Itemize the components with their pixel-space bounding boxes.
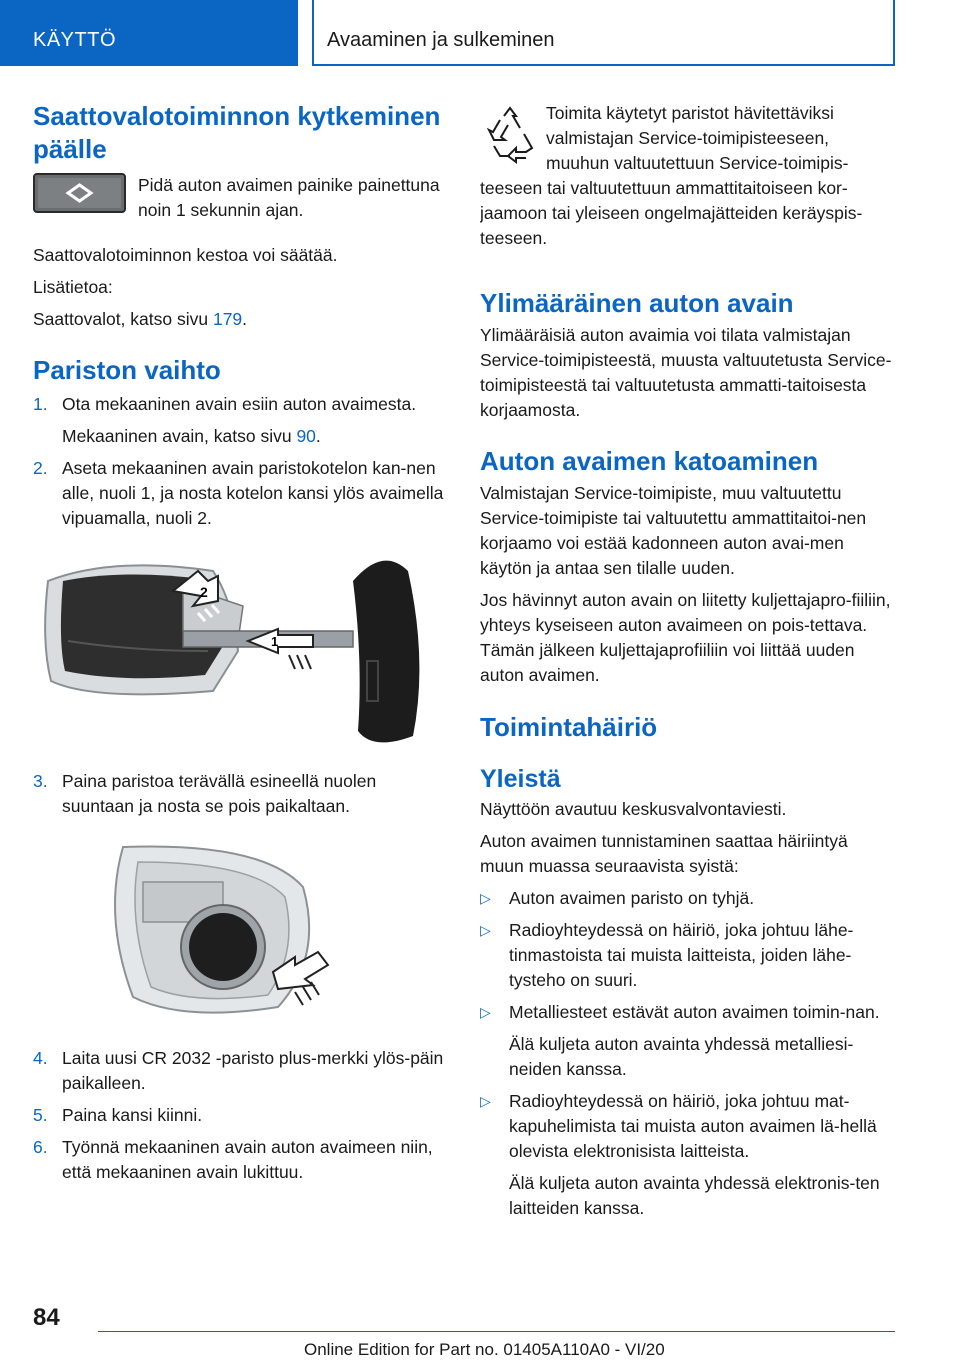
bullet-triangle-icon: ▷ <box>480 1093 491 1109</box>
key-button-tip-text: Pidä auton avaimen painike painettuna noin 1 sekunnin ajan. <box>138 175 440 220</box>
key-button-icon <box>33 173 126 213</box>
recycle-note <box>480 104 895 251</box>
p-reference-text: Saattovalot, katso sivu <box>33 309 213 329</box>
heading-welcome-light: Saattovalotoiminnon kytkeminen päälle <box>33 101 441 164</box>
header-section-label: KÄYTTÖ <box>33 29 117 51</box>
arrow-label-2: 2 <box>200 584 208 600</box>
bullet-text: Auton avaimen paristo on tyhjä. <box>509 888 755 908</box>
step-1-sub-end: . <box>315 426 321 446</box>
step-6 <box>33 1135 448 1185</box>
page-number: 84 <box>33 1304 60 1331</box>
step-1 <box>33 392 448 449</box>
left-column <box>33 100 448 1185</box>
step-text: Aseta mekaaninen avain paristokotelon kan-nen alle, nuoli 1, ja nosta kotelon kansi ylös avaimella vipuamalla, nuoli 2. <box>62 458 444 528</box>
bullet-3-sub: Älä kuljeta auton avainta yhdessä metalliesi-neiden kanssa. <box>509 1034 854 1079</box>
bullet-2 <box>480 918 895 993</box>
step-number: 2. <box>33 458 48 478</box>
page-link-90[interactable]: 90 <box>296 426 316 446</box>
step-text: Työnnä mekaaninen avain auton avaimeen niin, että mekaaninen avain lukittuu. <box>62 1137 433 1182</box>
p-general-1: Näyttöön avautuu keskusvalvontaviesti. <box>480 799 787 819</box>
bullet-1 <box>480 886 895 911</box>
bullet-text: Radioyhteydessä on häiriö, joka johtuu mat-kapuhelimista tai muista auton avaimen lä-hellä olevista elektronisista laitteista. <box>509 1091 877 1161</box>
step-number: 1. <box>33 394 48 414</box>
heading-battery-replacement: Pariston vaihto <box>33 355 221 385</box>
step-2 <box>33 456 448 531</box>
p-reference <box>33 307 448 332</box>
p-duration: Saattovalotoiminnon kestoa voi säätää. <box>33 245 338 265</box>
step-number: 3. <box>33 771 48 791</box>
heading-malfunction: Toimintahäiriö <box>480 712 658 742</box>
step-number: 5. <box>33 1105 48 1125</box>
bullet-triangle-icon: ▷ <box>480 922 491 938</box>
step-1-sub-text: Mekaaninen avain, katso sivu <box>62 426 297 446</box>
bullet-triangle-icon: ▷ <box>480 890 491 906</box>
bullet-4-sub: Älä kuljeta auton avainta yhdessä elektronis-ten laitteiden kanssa. <box>509 1173 880 1218</box>
step-1-sub <box>62 424 448 449</box>
step-text: Paina kansi kiinni. <box>62 1105 203 1125</box>
step-number: 6. <box>33 1137 48 1157</box>
arrow-label-1: 1 <box>271 634 279 649</box>
step-text: Ota mekaaninen avain esiin auton avaimesta. <box>62 394 417 414</box>
step-text: Laita uusi CR 2032 -paristo plus-merkki ylös-päin paikalleen. <box>62 1048 444 1093</box>
bullet-3 <box>480 1000 895 1082</box>
p-lost-key-1: Valmistajan Service-toimipiste, muu valtuutettu Service-toimipiste tai valtuutettu ammattitaitoi-nen korjaamo voi estää kadonneen auton avai-men käytön ja antaa sen tilalle uuden. <box>480 483 867 578</box>
footer-edition: Online Edition for Part no. 01405A110A0 - VI/20 <box>304 1340 665 1359</box>
bullet-4 <box>480 1089 895 1221</box>
p-reference-end: . <box>242 309 248 329</box>
p-more-info: Lisätietoa: <box>33 277 113 297</box>
step-number: 4. <box>33 1048 48 1068</box>
step-text: Paina paristoa terävällä esineellä nuolen suuntaan ja nosta se pois paikaltaan. <box>62 771 377 816</box>
header-title-box <box>312 0 895 66</box>
bullet-text: Radioyhteydessä on häiriö, joka johtuu lähe-tinmastoista tai muista laitteista, joiden lähe-tysteho on suuri. <box>509 920 854 990</box>
heading-lost-key: Auton avaimen katoaminen <box>480 446 819 476</box>
bullet-text: Metalliesteet estävät auton avaimen toimin-nan. <box>509 1002 880 1022</box>
p-extra-key: Ylimääräisiä auton avaimia voi tilata valmistajan Service-toimipisteestä, muusta valtuutetusta Service-toimipisteestä tai valtuutetusta ammatti-taitoisesta korjaamosta. <box>480 325 892 420</box>
step-4 <box>33 1046 448 1096</box>
page-link-179[interactable]: 179 <box>212 309 243 329</box>
figure-key-open-cover <box>33 551 448 751</box>
step-5 <box>33 1103 448 1128</box>
step-3 <box>33 769 448 819</box>
p-lost-key-2: Jos hävinnyt auton avain on liitetty kuljettajapro-fiiliin, yhteys kyseiseen auton avaimeen on pois-tettava. Tämän jälkeen kuljettajaprofiiliin voi liittää uuden auton avaimen. <box>480 590 891 685</box>
footer-rule <box>98 1331 895 1332</box>
header-section-tab <box>0 0 298 66</box>
bullet-triangle-icon: ▷ <box>480 1004 491 1020</box>
recycle-note-text: Toimita käytetyt paristot hävitettäviksi valmistajan Service-toimipisteeseen, muuhun valtuutettuun Service-toimipis-teeseen tai valtuutettuun ammattitaitoiseen kor-jaamoon tai yleiseen ongelmajätteiden keräyspis-teeseen. <box>480 104 863 248</box>
right-column <box>480 104 895 1221</box>
recycle-icon <box>480 104 540 164</box>
p-general-2: Auton avaimen tunnistaminen saattaa häiriintyä muun muassa seuraavista syistä: <box>480 831 848 876</box>
figure-battery-removal <box>33 837 448 1032</box>
heading-general: Yleistä <box>480 765 561 793</box>
heading-extra-key: Ylimääräinen auton avain <box>480 288 794 318</box>
key-button-tip <box>33 173 448 225</box>
header-title: Avaaminen ja sulkeminen <box>327 29 555 51</box>
